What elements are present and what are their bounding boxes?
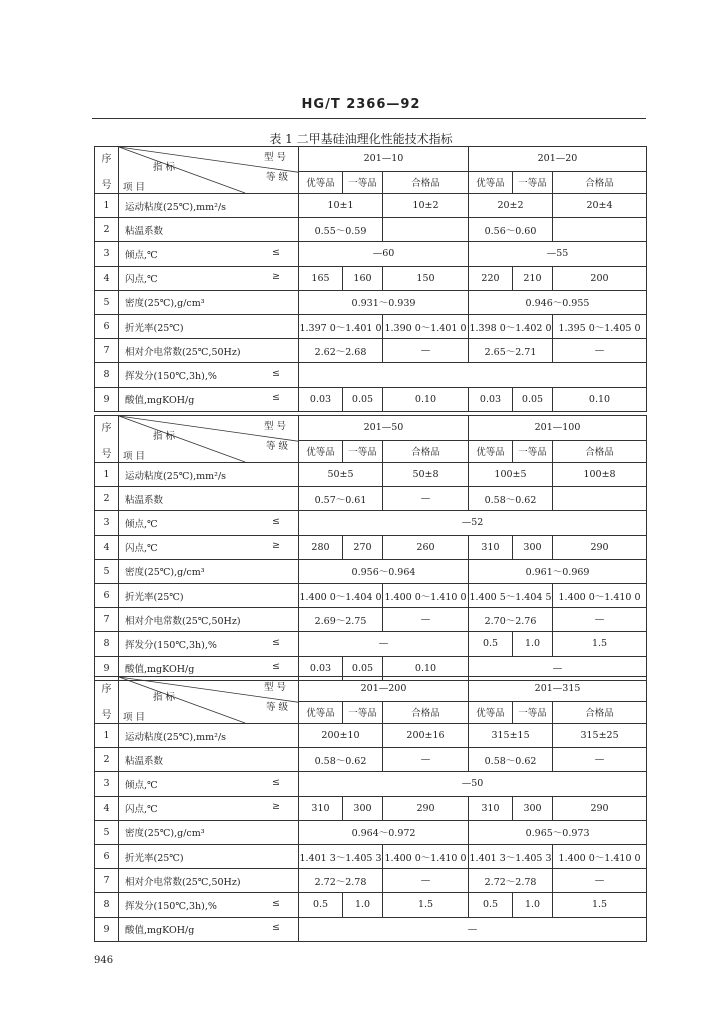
row-number: 3 bbox=[95, 772, 119, 796]
model-header: 201—20 bbox=[469, 147, 647, 172]
value-cell: 0.965～0.973 bbox=[469, 820, 647, 844]
zhibiao-label: 指 标 bbox=[153, 692, 176, 703]
row-number: 4 bbox=[95, 796, 119, 820]
value-cell: 20±2 bbox=[469, 194, 553, 218]
value-cell: 0.10 bbox=[383, 387, 469, 411]
value-cell: 1.0 bbox=[513, 632, 553, 656]
value-cell: 50±5 bbox=[299, 463, 383, 487]
grade-header: 优等品 bbox=[469, 171, 513, 193]
limit-symbol: ≤ bbox=[272, 367, 280, 379]
value-cell: 1.400 0～1.410 0 bbox=[553, 844, 647, 868]
grade-header: 合格品 bbox=[553, 440, 647, 462]
value-cell: 0.961～0.969 bbox=[469, 559, 647, 583]
page-number: 946 bbox=[94, 955, 114, 966]
value-cell: 10±1 bbox=[299, 194, 383, 218]
grade-header: 优等品 bbox=[299, 171, 343, 193]
model-header: 201—50 bbox=[299, 416, 469, 441]
value-cell: 290 bbox=[553, 535, 647, 559]
table-row bbox=[95, 893, 647, 917]
value-cell bbox=[553, 218, 647, 242]
value-cell: 1.395 0～1.405 0 bbox=[553, 314, 647, 338]
value-cell: 1.401 3～1.405 3 bbox=[299, 844, 383, 868]
item-name: 密度(25℃),g/cm³ bbox=[119, 820, 299, 844]
type-label: 型 号 bbox=[263, 152, 286, 163]
value-cell: 200±10 bbox=[299, 724, 383, 748]
value-cell: 260 bbox=[383, 535, 469, 559]
value-cell: 200 bbox=[553, 266, 647, 290]
limit-symbol: ≤ bbox=[272, 661, 280, 673]
value-cell: 100±8 bbox=[553, 463, 647, 487]
item-name: 折光率(25℃) bbox=[119, 844, 299, 868]
table-row bbox=[95, 724, 647, 748]
item-label: 项 目 bbox=[123, 182, 146, 193]
table-row bbox=[95, 194, 647, 218]
item-name: ≥ 闪点,℃ bbox=[119, 535, 299, 559]
value-cell: —50 bbox=[299, 772, 647, 796]
value-cell: 1.400 0～1.410 0 bbox=[383, 844, 469, 868]
limit-symbol: ≤ bbox=[272, 246, 280, 258]
value-cell: 315±25 bbox=[553, 724, 647, 748]
value-cell: 1.401 3～1.405 3 bbox=[469, 844, 553, 868]
value-cell: 1.400 0～1.410 0 bbox=[553, 583, 647, 607]
value-cell: 200±16 bbox=[383, 724, 469, 748]
limit-symbol: ≤ bbox=[272, 922, 280, 934]
value-cell: 2.70～2.76 bbox=[469, 608, 553, 632]
row-number: 7 bbox=[95, 339, 119, 363]
value-cell: 0.10 bbox=[553, 387, 647, 411]
grade-header: 一等品 bbox=[343, 171, 383, 193]
row-number: 3 bbox=[95, 242, 119, 266]
value-cell: 300 bbox=[513, 796, 553, 820]
value-cell: 0.05 bbox=[343, 387, 383, 411]
value-cell: 0.03 bbox=[299, 656, 343, 680]
limit-symbol: ≤ bbox=[272, 515, 280, 527]
item-name: 粘温系数 bbox=[119, 487, 299, 511]
row-number: 6 bbox=[95, 844, 119, 868]
model-header: 201—315 bbox=[469, 677, 647, 702]
value-cell: 1.0 bbox=[513, 893, 553, 917]
item-name: ≤ 酸值,mgKOH/g bbox=[119, 656, 299, 680]
grade-header: 合格品 bbox=[553, 171, 647, 193]
value-cell bbox=[383, 218, 469, 242]
value-cell: 1.400 5～1.404 5 bbox=[469, 583, 553, 607]
row-number: 8 bbox=[95, 363, 119, 387]
value-cell: — bbox=[299, 917, 647, 941]
item-name: 粘温系数 bbox=[119, 748, 299, 772]
item-name: 相对介电常数(25℃,50Hz) bbox=[119, 608, 299, 632]
value-cell: — bbox=[383, 748, 469, 772]
model-header: 201—10 bbox=[299, 147, 469, 172]
model-header: 201—100 bbox=[469, 416, 647, 441]
value-cell: 0.05 bbox=[513, 387, 553, 411]
value-cell: 2.69～2.75 bbox=[299, 608, 383, 632]
header-rule bbox=[92, 118, 646, 119]
value-cell: 50±8 bbox=[383, 463, 469, 487]
table-row bbox=[95, 387, 647, 411]
value-cell: 300 bbox=[513, 535, 553, 559]
value-cell: 210 bbox=[513, 266, 553, 290]
zhibiao-label: 指 标 bbox=[153, 431, 176, 442]
value-cell: — bbox=[383, 608, 469, 632]
item-name: 粘温系数 bbox=[119, 218, 299, 242]
value-cell: 1.390 0～1.401 0 bbox=[383, 314, 469, 338]
value-cell: 1.397 0～1.401 0 bbox=[299, 314, 383, 338]
grade-header: 一等品 bbox=[513, 171, 553, 193]
table-row bbox=[95, 463, 647, 487]
item-name: 相对介电常数(25℃,50Hz) bbox=[119, 869, 299, 893]
value-cell: 2.72～2.78 bbox=[299, 869, 383, 893]
value-cell: 0.57～0.61 bbox=[299, 487, 383, 511]
item-name: 密度(25℃),g/cm³ bbox=[119, 290, 299, 314]
value-cell: —60 bbox=[299, 242, 469, 266]
value-cell: — bbox=[383, 487, 469, 511]
value-cell: 0.58～0.62 bbox=[299, 748, 383, 772]
limit-symbol: ≥ bbox=[272, 271, 280, 283]
row-number: 2 bbox=[95, 218, 119, 242]
seq-header: 序 号 bbox=[95, 147, 119, 194]
value-cell: 165 bbox=[299, 266, 343, 290]
value-cell: 290 bbox=[383, 796, 469, 820]
row-number: 1 bbox=[95, 463, 119, 487]
value-cell: 280 bbox=[299, 535, 343, 559]
spec-table bbox=[94, 415, 647, 681]
value-cell: 1.5 bbox=[553, 893, 647, 917]
grade-header: 一等品 bbox=[513, 701, 553, 723]
value-cell: 1.5 bbox=[553, 632, 647, 656]
table-row bbox=[95, 339, 647, 363]
value-cell: 0.58～0.62 bbox=[469, 748, 553, 772]
grade-label: 等 级 bbox=[265, 172, 288, 183]
grade-header: 一等品 bbox=[343, 701, 383, 723]
value-cell: 20±4 bbox=[553, 194, 647, 218]
row-number: 8 bbox=[95, 632, 119, 656]
item-label: 项 目 bbox=[123, 451, 146, 462]
table-row bbox=[95, 314, 647, 338]
standard-number: HG/T 2366—92 bbox=[301, 97, 421, 112]
table-row bbox=[95, 748, 647, 772]
value-cell: 2.62～2.68 bbox=[299, 339, 383, 363]
item-label: 项 目 bbox=[123, 712, 146, 723]
value-cell: 0.5 bbox=[469, 632, 513, 656]
value-cell: 315±15 bbox=[469, 724, 553, 748]
value-cell: 2.72～2.78 bbox=[469, 869, 553, 893]
grade-header: 合格品 bbox=[383, 701, 469, 723]
value-cell: 310 bbox=[469, 535, 513, 559]
value-cell: 310 bbox=[469, 796, 513, 820]
value-cell: — bbox=[383, 869, 469, 893]
limit-symbol: ≤ bbox=[272, 392, 280, 404]
table-row bbox=[95, 820, 647, 844]
limit-symbol: ≤ bbox=[272, 776, 280, 788]
value-cell: —52 bbox=[299, 511, 647, 535]
value-cell: 1.0 bbox=[343, 893, 383, 917]
item-name: 折光率(25℃) bbox=[119, 583, 299, 607]
value-cell: — bbox=[553, 869, 647, 893]
value-cell: 10±2 bbox=[383, 194, 469, 218]
value-cell: 0.5 bbox=[299, 893, 343, 917]
table-row bbox=[95, 363, 647, 387]
value-cell: 0.946～0.955 bbox=[469, 290, 647, 314]
value-cell: 160 bbox=[343, 266, 383, 290]
row-number: 7 bbox=[95, 869, 119, 893]
value-cell: — bbox=[383, 339, 469, 363]
item-name: 运动粘度(25℃),mm²/s bbox=[119, 724, 299, 748]
value-cell: 0.03 bbox=[299, 387, 343, 411]
table-row bbox=[95, 772, 647, 796]
limit-symbol: ≤ bbox=[272, 636, 280, 648]
row-number: 2 bbox=[95, 748, 119, 772]
value-cell: 1.400 0～1.410 0 bbox=[383, 583, 469, 607]
row-number: 5 bbox=[95, 559, 119, 583]
item-name: 折光率(25℃) bbox=[119, 314, 299, 338]
table-row bbox=[95, 917, 647, 941]
table-row bbox=[95, 266, 647, 290]
row-number: 9 bbox=[95, 656, 119, 680]
value-cell: — bbox=[553, 608, 647, 632]
grade-header: 优等品 bbox=[299, 440, 343, 462]
item-name: ≤ 挥发分(150℃,3h),% bbox=[119, 632, 299, 656]
item-name: ≤ 酸值,mgKOH/g bbox=[119, 387, 299, 411]
value-cell: 1.5 bbox=[383, 893, 469, 917]
item-name: ≤ 倾点,℃ bbox=[119, 511, 299, 535]
table-row bbox=[95, 511, 647, 535]
grade-header: 优等品 bbox=[299, 701, 343, 723]
seq-header: 序 号 bbox=[95, 416, 119, 463]
value-cell: 0.931～0.939 bbox=[299, 290, 469, 314]
grade-header: 一等品 bbox=[343, 440, 383, 462]
diagonal-header bbox=[119, 147, 299, 194]
value-cell: 0.5 bbox=[469, 893, 513, 917]
diagonal-header bbox=[119, 677, 299, 724]
value-cell: 0.10 bbox=[383, 656, 469, 680]
table-row bbox=[95, 290, 647, 314]
grade-label: 等 级 bbox=[265, 441, 288, 452]
table-row bbox=[95, 796, 647, 820]
value-cell: — bbox=[469, 656, 647, 680]
type-label: 型 号 bbox=[263, 682, 286, 693]
table-row bbox=[95, 844, 647, 868]
item-name: ≤ 倾点,℃ bbox=[119, 242, 299, 266]
item-name: 密度(25℃),g/cm³ bbox=[119, 559, 299, 583]
seq-header: 序 号 bbox=[95, 677, 119, 724]
table-caption: 表 1 二甲基硅油理化性能技术指标 bbox=[269, 132, 453, 146]
row-number: 9 bbox=[95, 917, 119, 941]
value-cell: 0.964～0.972 bbox=[299, 820, 469, 844]
value-cell: 300 bbox=[343, 796, 383, 820]
value-cell: 0.58～0.62 bbox=[469, 487, 553, 511]
value-cell: 270 bbox=[343, 535, 383, 559]
zhibiao-label: 指 标 bbox=[153, 162, 176, 173]
diagonal-header bbox=[119, 416, 299, 463]
row-number: 8 bbox=[95, 893, 119, 917]
model-header: 201—200 bbox=[299, 677, 469, 702]
item-name: 运动粘度(25℃),mm²/s bbox=[119, 463, 299, 487]
spec-table bbox=[94, 676, 647, 942]
value-cell: 0.03 bbox=[469, 387, 513, 411]
limit-symbol: ≥ bbox=[272, 801, 280, 813]
value-cell: 1.400 0～1.404 0 bbox=[299, 583, 383, 607]
value-cell: 310 bbox=[299, 796, 343, 820]
grade-header: 合格品 bbox=[553, 701, 647, 723]
item-name: 相对介电常数(25℃,50Hz) bbox=[119, 339, 299, 363]
row-number: 4 bbox=[95, 266, 119, 290]
table-row bbox=[95, 535, 647, 559]
item-name: ≤ 酸值,mgKOH/g bbox=[119, 917, 299, 941]
value-cell: 0.56～0.60 bbox=[469, 218, 553, 242]
value-cell: —55 bbox=[469, 242, 647, 266]
value-cell: — bbox=[553, 339, 647, 363]
row-number: 7 bbox=[95, 608, 119, 632]
value-cell: — bbox=[299, 632, 469, 656]
value-cell: 100±5 bbox=[469, 463, 553, 487]
item-name: ≤ 挥发分(150℃,3h),% bbox=[119, 363, 299, 387]
row-number: 4 bbox=[95, 535, 119, 559]
value-cell: 150 bbox=[383, 266, 469, 290]
grade-header: 一等品 bbox=[513, 440, 553, 462]
grade-label: 等 级 bbox=[265, 702, 288, 713]
type-label: 型 号 bbox=[263, 421, 286, 432]
table-row bbox=[95, 608, 647, 632]
grade-header: 合格品 bbox=[383, 440, 469, 462]
grade-header: 优等品 bbox=[469, 701, 513, 723]
item-name: ≥ 闪点,℃ bbox=[119, 266, 299, 290]
value-cell: 0.55～0.59 bbox=[299, 218, 383, 242]
row-number: 5 bbox=[95, 820, 119, 844]
limit-symbol: ≤ bbox=[272, 897, 280, 909]
value-cell: 220 bbox=[469, 266, 513, 290]
row-number: 1 bbox=[95, 194, 119, 218]
value-cell: 1.398 0～1.402 0 bbox=[469, 314, 553, 338]
item-name: 运动粘度(25℃),mm²/s bbox=[119, 194, 299, 218]
table-row bbox=[95, 242, 647, 266]
value-cell bbox=[553, 487, 647, 511]
table-row bbox=[95, 487, 647, 511]
item-name: ≥ 闪点,℃ bbox=[119, 796, 299, 820]
row-number: 6 bbox=[95, 314, 119, 338]
row-number: 6 bbox=[95, 583, 119, 607]
value-cell: 0.05 bbox=[343, 656, 383, 680]
row-number: 1 bbox=[95, 724, 119, 748]
row-number: 2 bbox=[95, 487, 119, 511]
row-number: 5 bbox=[95, 290, 119, 314]
table-row bbox=[95, 632, 647, 656]
value-cell: 0.956～0.964 bbox=[299, 559, 469, 583]
value-cell: — bbox=[553, 748, 647, 772]
row-number: 9 bbox=[95, 387, 119, 411]
item-name: ≤ 倾点,℃ bbox=[119, 772, 299, 796]
item-name: ≤ 挥发分(150℃,3h),% bbox=[119, 893, 299, 917]
grade-header: 优等品 bbox=[469, 440, 513, 462]
table-row bbox=[95, 583, 647, 607]
limit-symbol: ≥ bbox=[272, 540, 280, 552]
value-cell: 290 bbox=[553, 796, 647, 820]
table-row bbox=[95, 218, 647, 242]
value-cell: 2.65～2.71 bbox=[469, 339, 553, 363]
table-row bbox=[95, 869, 647, 893]
table-row bbox=[95, 559, 647, 583]
grade-header: 合格品 bbox=[383, 171, 469, 193]
spec-table bbox=[94, 146, 647, 412]
row-number: 3 bbox=[95, 511, 119, 535]
value-cell bbox=[299, 363, 647, 387]
